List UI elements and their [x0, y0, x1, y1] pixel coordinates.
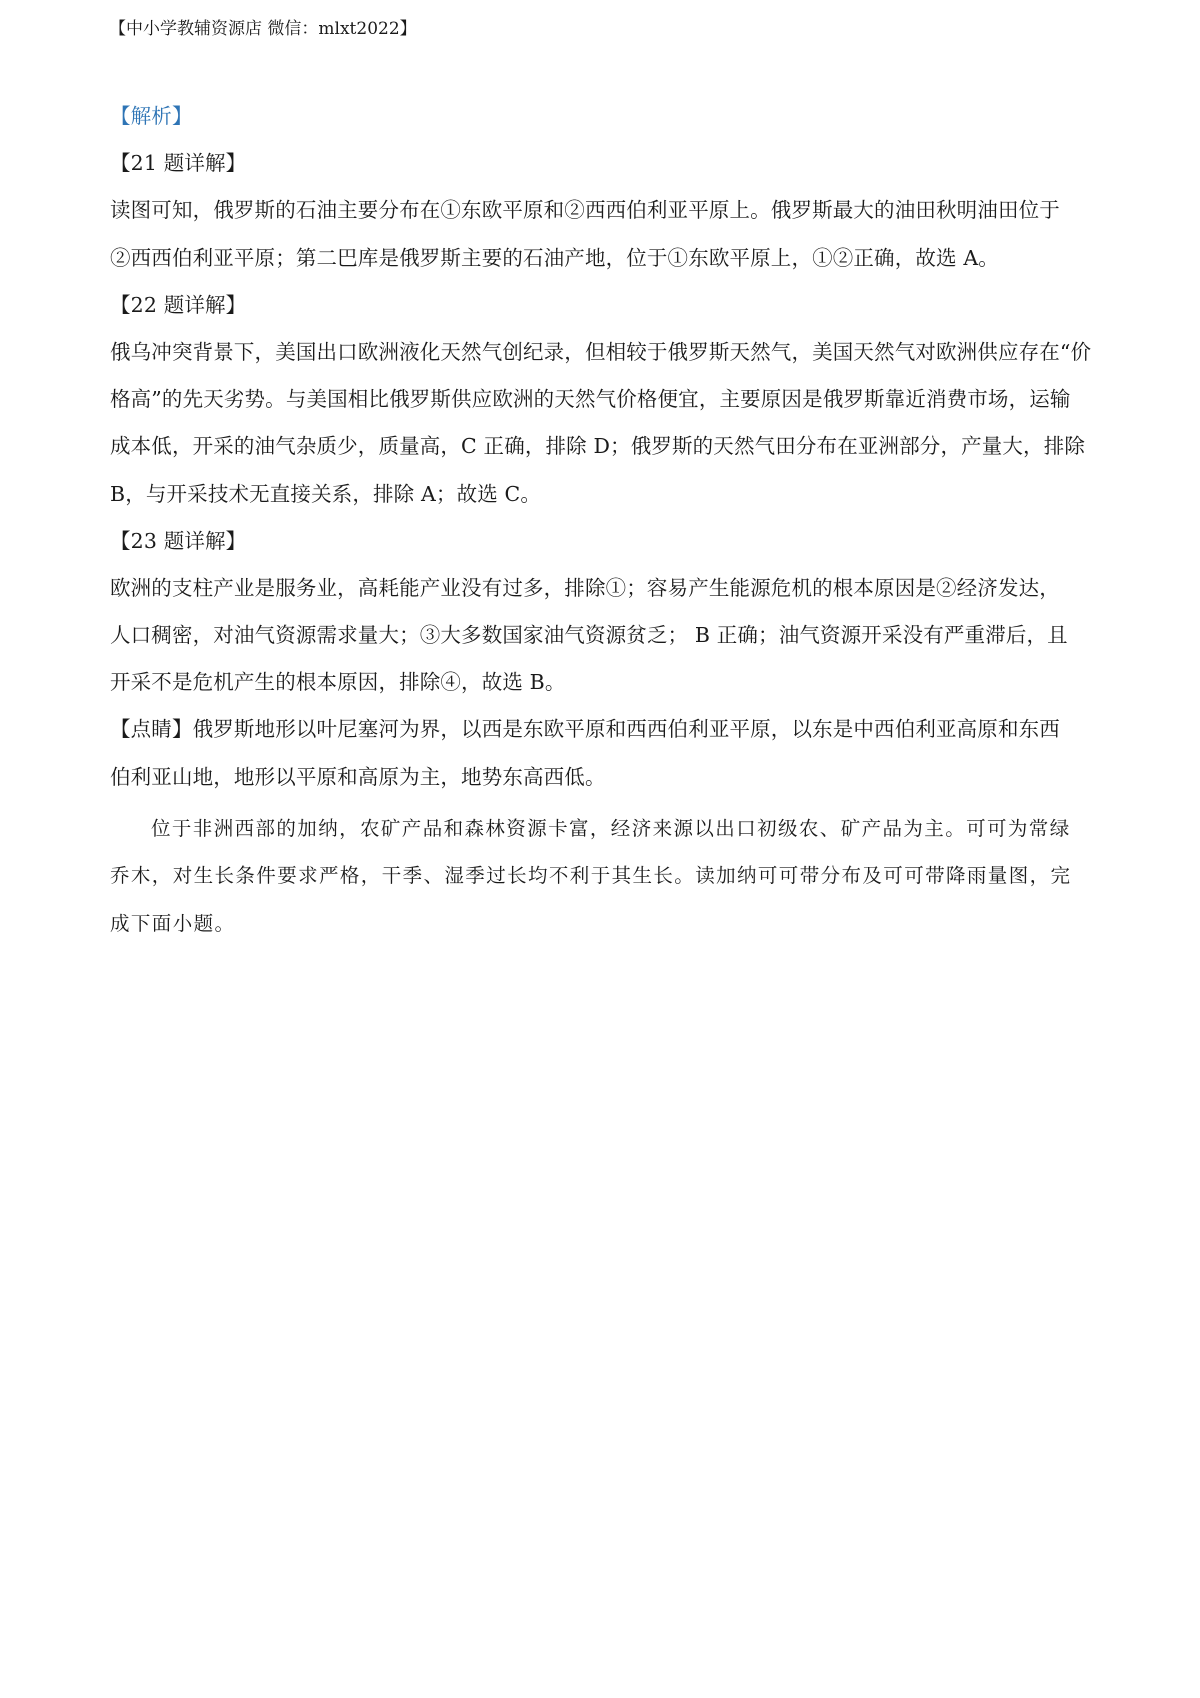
q23-line-3: 开采不是危机产生的根本原因，排除④，故选 B。: [110, 670, 566, 695]
q21-paragraph: [110, 187, 1100, 281]
page-content: [110, 93, 1100, 947]
key-point-line-1: 【点睛】俄罗斯地形以叶尼塞河为界，以西是东欧平原和西西伯利亚平原，以东是中西伯利亚高原和东西: [110, 717, 1060, 742]
q23-title: 【23 题详解】: [110, 528, 247, 553]
q23-line-1: 欧洲的支柱产业是服务业，高耗能产业没有过多，排除①；容易产生能源危机的根本原因是②经济发达，: [110, 575, 1060, 600]
q21-title: 【21 题详解】: [110, 151, 247, 176]
q22-line-2: 格高”的先天劣势。与美国相比俄罗斯供应欧洲的天然气价格便宜，主要原因是俄罗斯靠近消费市场，运输: [110, 387, 1071, 412]
q22-line-4: B，与开采技术无直接关系，排除 A；故选 C。: [110, 481, 542, 506]
q22-title: 【22 题详解】: [110, 292, 247, 317]
source-note: 【中小学教辅资源店 微信：mlxt2022】: [109, 19, 417, 39]
q23-paragraph: [110, 565, 1100, 707]
key-point-paragraph: [110, 706, 1100, 800]
question-intro-paragraph: [110, 805, 1100, 948]
q21-line-2: ②西西伯利亚平原；第二巴库是俄罗斯主要的石油产地，位于①东欧平原上，①②正确，故选 A。: [110, 245, 999, 270]
key-point-line-2: 伯利亚山地，地形以平原和高原为主，地势东高西低。: [110, 764, 606, 789]
intro-line-3: 成下面小题。: [110, 911, 236, 935]
q22-line-1: 俄乌冲突背景下，美国出口欧洲液化天然气创纪录，但相较于俄罗斯天然气，美国天然气对欧洲供应存在“价: [110, 339, 1092, 364]
intro-line-2: 乔木，对生长条件要求严格，干季、湿季过长均不利于其生长。读加纳可可带分布及可可带降雨量图，完: [110, 864, 1072, 888]
q22-paragraph: [110, 329, 1100, 518]
q22-line-3: 成本低，开采的油气杂质少，质量高，C 正确，排除 D；俄罗斯的天然气田分布在亚洲部分，产量大，排除: [110, 434, 1086, 459]
q21-line-1: 读图可知，俄罗斯的石油主要分布在①东欧平原和②西西伯利亚平原上。俄罗斯最大的油田秋明油田位于: [110, 198, 1060, 223]
analysis-heading: 【解析】: [110, 104, 193, 128]
q23-line-2: 人口稠密，对油气资源需求量大；③大多数国家油气资源贫乏； B 正确；油气资源开采没有严重滞后，且: [110, 623, 1068, 648]
intro-line-1: 位于非洲西部的加纳，农矿产品和森林资源卡富，经济来源以出口初级农、矿产品为主。可可为常绿: [151, 816, 1071, 840]
